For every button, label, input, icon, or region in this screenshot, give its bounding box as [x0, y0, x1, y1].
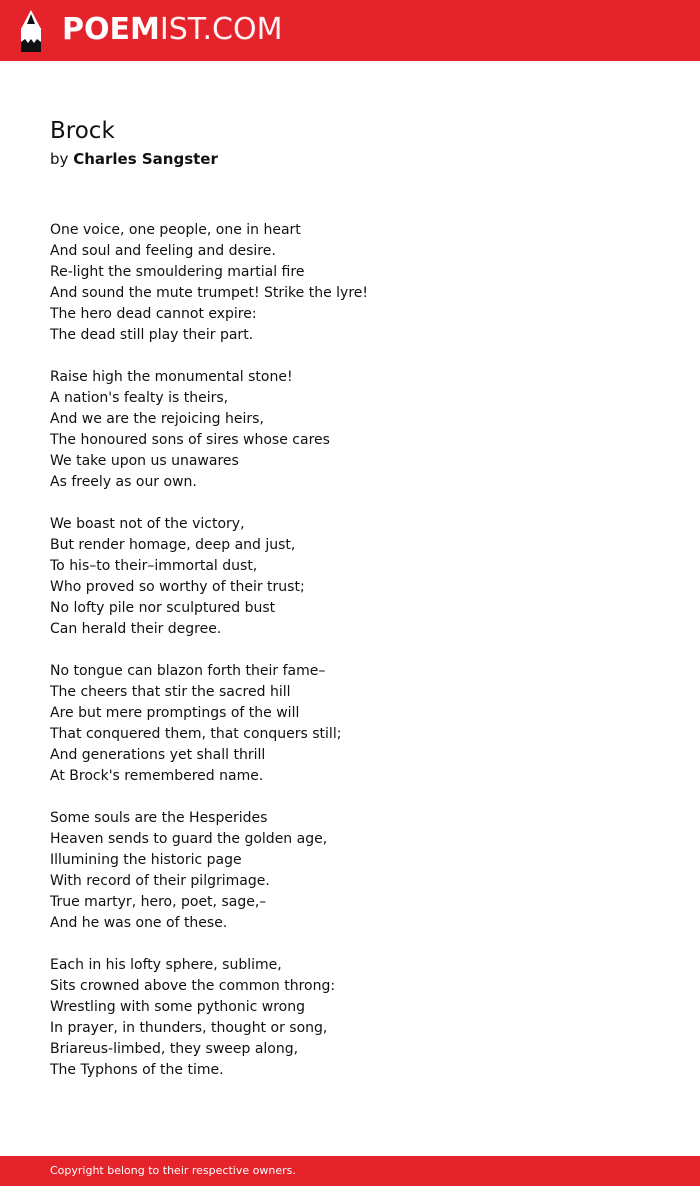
poem-line: True martyr, hero, poet, sage,– — [50, 894, 267, 910]
poem-line: And generations yet shall thrill — [50, 747, 266, 763]
poem-line: We boast not of the victory, — [50, 516, 245, 532]
poem-line: And he was one of these. — [50, 915, 228, 931]
poem-line: And soul and feeling and desire. — [50, 243, 276, 259]
poem-line: As freely as our own. — [50, 474, 197, 490]
site-header — [0, 0, 700, 61]
poem-line: To his–to their–immortal dust, — [50, 558, 258, 574]
poem-line: Wrestling with some pythonic wrong — [50, 999, 305, 1015]
poem-line: In prayer, in thunders, thought or song, — [50, 1020, 328, 1036]
poem-title: Brock — [50, 118, 115, 144]
stanza — [50, 220, 650, 346]
stanza — [50, 661, 650, 787]
poem-line: Sits crowned above the common throng: — [50, 978, 336, 994]
poem-line: Briareus-limbed, they sweep along, — [50, 1041, 299, 1057]
poem-line: With record of their pilgrimage. — [50, 873, 270, 889]
poem-line: The dead still play their part. — [50, 327, 254, 343]
poem-body — [50, 220, 650, 1081]
copyright-text: Copyright belong to their respective owners. — [50, 1164, 296, 1177]
poem-line: Are but mere promptings of the will — [50, 705, 300, 721]
poem-line: That conquered them, that conquers still; — [50, 726, 342, 742]
poem-line: One voice, one people, one in heart — [50, 222, 301, 238]
poem-line: And we are the rejoicing heirs, — [50, 411, 264, 427]
poem-line: Raise high the monumental stone! — [50, 369, 293, 385]
stanza — [50, 367, 650, 493]
stanza — [50, 955, 650, 1081]
author-name: Charles Sangster — [73, 150, 218, 168]
poem-line: A nation's fealty is theirs, — [50, 390, 229, 406]
poem-line: Re-light the smouldering martial fire — [50, 264, 305, 280]
poem-line: The honoured sons of sires whose cares — [50, 432, 330, 448]
logo-bold-text: POEM — [62, 12, 160, 47]
by-label: by — [50, 150, 69, 168]
poem-line: At Brock's remembered name. — [50, 768, 264, 784]
poem-content — [50, 116, 650, 1102]
pencil-logo-icon[interactable] — [17, 9, 45, 52]
poem-line: Who proved so worthy of their trust; — [50, 579, 305, 595]
byline — [50, 149, 650, 169]
poem-line: Some souls are the Hesperides — [50, 810, 268, 826]
poem-line: Can herald their degree. — [50, 621, 222, 637]
poem-line: Heaven sends to guard the golden age, — [50, 831, 328, 847]
poem-line: No lofty pile nor sculptured bust — [50, 600, 276, 616]
poem-line: The hero dead cannot expire: — [50, 306, 257, 322]
stanza — [50, 808, 650, 934]
logo-light-text: IST.COM — [159, 12, 283, 47]
poem-line: And sound the mute trumpet! Strike the lyre! — [50, 285, 368, 301]
poem-line: The Typhons of the time. — [50, 1062, 224, 1078]
poem-line: Illumining the historic page — [50, 852, 242, 868]
poem-line: The cheers that stir the sacred hill — [50, 684, 291, 700]
poem-line: We take upon us unawares — [50, 453, 239, 469]
site-logo[interactable] — [62, 12, 282, 48]
poem-line: But render homage, deep and just, — [50, 537, 296, 553]
poem-line: Each in his lofty sphere, sublime, — [50, 957, 282, 973]
site-footer — [0, 1156, 700, 1186]
stanza — [50, 514, 650, 640]
poem-line: No tongue can blazon forth their fame– — [50, 663, 326, 679]
